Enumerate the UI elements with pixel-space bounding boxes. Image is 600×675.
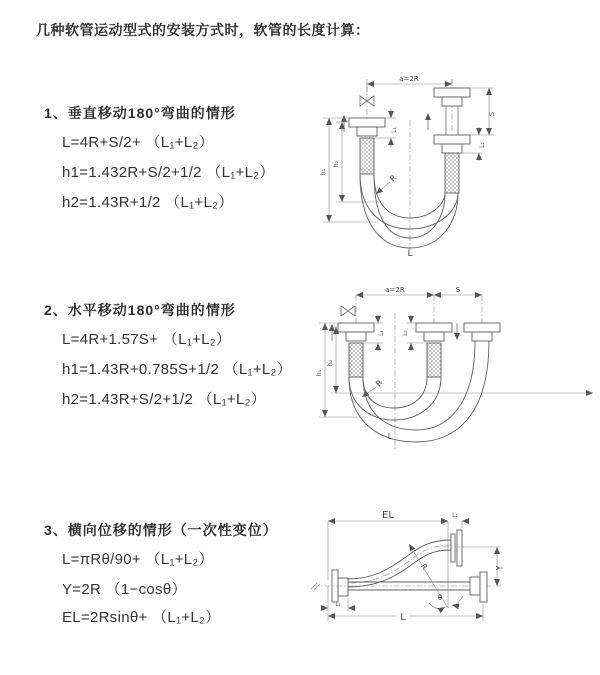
d3-radius-label: R: [418, 562, 430, 572]
section-2-heading: 2、水平移动180°弯曲的情形: [44, 302, 236, 318]
diagram-horizontal-bend: [310, 283, 598, 458]
d2-valve-icon: [341, 306, 355, 316]
d2-left-motion-arrow: [329, 324, 335, 341]
d1-right-fitting-lower: [434, 135, 470, 193]
d1-fitting1-dimension: [374, 108, 398, 148]
d1-right-motion-arrow: [425, 113, 431, 130]
d2-left-fitting: [338, 323, 374, 377]
d1-dim-L2-label: L₂: [479, 142, 486, 148]
section-1-formula-h2: h2=1.43R+1/2 （L₁+L₂）: [62, 194, 234, 211]
d1-dim-h2-label: h₂: [332, 160, 340, 168]
d2-top-width-dimension: [356, 286, 434, 295]
d3-upper-flange: [443, 530, 501, 566]
page-title: 几种软管运动型式的安装方式时，软管的长度计算：: [36, 22, 370, 38]
diagram-vertical-bend: [315, 72, 595, 257]
d2-middle-motion-arrow: [454, 323, 460, 340]
d2-dim-S-label: S: [455, 286, 461, 294]
d2-fitting2-dimension: [402, 315, 427, 351]
section-3-formula-L: L=πRθ/90+ （L₁+L₂）: [62, 551, 214, 568]
d1-dim-a2R-label: a=2R: [399, 75, 419, 83]
d3-length-dimension: [328, 586, 483, 623]
section-3-heading: 3、横向位移的情形（一次性变位）: [44, 522, 278, 538]
d3-fitting2-dimension: [441, 512, 469, 528]
d1-stroke-dimension: [470, 88, 496, 135]
d3-centerline-break-mark: [311, 583, 320, 590]
section-2-formula-L: L=4R+1.57S+ （L₁+L₂）: [62, 331, 232, 348]
d3-angle-annotation: [429, 594, 463, 609]
d3-right-flange: [470, 572, 487, 602]
d3-effective-length-dimension: [328, 510, 448, 521]
d3-hose-s-curve: [348, 540, 451, 587]
d1-radius-label: R: [388, 173, 399, 184]
d2-middle-fitting: [416, 323, 452, 377]
section-2-formula-h1: h1=1.43R+0.785S+1/2 （L₁+L₂）: [62, 361, 292, 378]
section-3-formula-Y: Y=2R （1−cosθ）: [62, 581, 187, 598]
d3-offset-dimension: [495, 547, 504, 586]
section-1-formula-L: L=4R+S/2+ （L₁+L₂）: [62, 134, 214, 151]
d3-dim-Y-label: Y: [495, 565, 504, 571]
d1-dim-h1-label: h₁: [319, 168, 327, 176]
diagram-lateral-offset: [305, 508, 600, 643]
d1-length-label: L: [407, 249, 413, 257]
d3-dim-L2-label: L₂: [452, 512, 458, 519]
d3-angle-theta-label: θ: [437, 594, 443, 602]
section-2-formula-h2: h2=1.43R+S/2+1/2 （L₁+L₂）: [62, 391, 267, 408]
d3-dim-L-label: L: [400, 612, 406, 623]
d1-dim-L1-label: L₁: [391, 127, 398, 133]
section-1-heading: 1、垂直移动180°弯曲的情形: [44, 105, 236, 121]
d2-radius-label: R: [374, 378, 385, 389]
d2-dim-h2-label: h₂: [326, 359, 334, 367]
d2-dim-a2R-label: a=2R: [385, 286, 405, 294]
d1-radius-annotation: [376, 173, 399, 194]
d2-dim-L2-label: L₂: [402, 330, 409, 336]
d2-top-stroke-dimension: [434, 286, 482, 295]
d1-hose-curves: [360, 174, 458, 248]
d1-dim-S-label: S: [488, 111, 496, 117]
section-1-formula-h1: h1=1.432R+S/2+1/2 （L₁+L₂）: [62, 164, 275, 181]
d2-right-fitting: [464, 323, 500, 341]
d2-dim-h1-label: h₁: [315, 369, 323, 377]
d3-dim-EL-label: EL: [382, 510, 394, 521]
d3-dim-L1-label: L₁: [335, 602, 341, 608]
d2-length-label: L: [387, 432, 393, 441]
d2-dim-L1-label: L₁: [378, 330, 385, 336]
d1-left-fitting: [349, 118, 385, 174]
section-3-formula-EL: EL=2Rsinθ+ （L₁+L₂）: [62, 609, 221, 626]
